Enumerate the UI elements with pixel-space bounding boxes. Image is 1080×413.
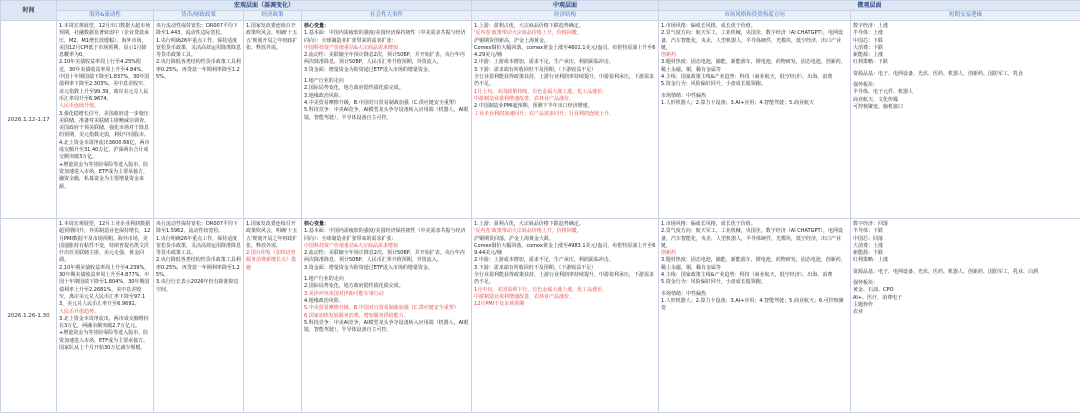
cell-text: 市场情绪：中性偏热	[661, 93, 848, 100]
cell-text: 数字经济：回落	[853, 221, 1078, 228]
cell-text: 中国芯：回落	[853, 236, 1078, 243]
cell-text: 1月中旬，美国盈利下行，有色金属大涨上涨，化工品涨价，	[474, 287, 656, 294]
monetary-cell	[154, 219, 244, 413]
cell-text: 半导体、电子元件、机器人	[853, 89, 1078, 96]
cell-text: 1.地产行业的走向	[304, 276, 469, 283]
cell-text: 3.北上资金本周净流出，两市成交额维持在3万亿，两融余额突破2.7万亿元。	[59, 316, 151, 331]
overseas-cell	[57, 219, 154, 413]
economic-structure-cell	[472, 219, 659, 413]
short-term-logic-cell	[851, 21, 1080, 219]
cell-text: 1.市场风格：偏成长风格，成长优于价值。	[661, 23, 848, 30]
cell-text: 沪铜期货创新高，沪金上海黄金。	[474, 38, 656, 45]
cell-text: 4.中美贸易摩擦升级，B.中国对日贸易制裁加强（C.供应链安全重塑）	[304, 100, 469, 107]
cell-text: 主题炒作	[853, 302, 1078, 309]
cell-text: 2.10年期美债收益率周上升至4.239%，30年期美债收益率周上升至4.877%，中国十年期国债下降至1.804%，30年期国债利率上升至2.2681%，美中息差收窄，离岸美元兑人民币汇率下降至97.13，美元兑人民币汇率升至6.9691，	[59, 265, 151, 309]
cell-text: 2.国际局势变化，地方政府隐性债化债完成。	[304, 283, 469, 290]
row-date: 2026.1.12-1.17	[1, 21, 57, 219]
cell-text: 数字经济：上涨	[853, 23, 1078, 30]
cell-text: 红利策略：下跌	[853, 59, 1078, 66]
cell-text: 央行流动性保持宽松：DR007平均下降至1.443，流动性边际宽松。	[156, 23, 241, 38]
cell-text: 3.强化稳增长信号，美国政府进一步施压美联储，准备对美联储主席鲍威尔调查。美国政府干预美联储，强化市场对于降息的预期，美元指数走弱，利好中国股市。	[59, 111, 151, 140]
cell-text: 3.资金面：增量资金为险资通过ETF进入市场的增量资金。	[304, 67, 469, 74]
cell-text: AI+、医疗、消费电子	[853, 295, 1078, 302]
monetary-cell	[154, 21, 244, 219]
market-style-cell	[659, 219, 851, 413]
cell-text: 资源品基：电子、电网设备、光伏、医药、机器人、创新药、国防军工，乳业	[853, 71, 1078, 78]
economic-policy-cell	[244, 21, 302, 219]
subheader-economic-structure: 经济结构	[472, 11, 659, 21]
cell-text: 2.国办印发《加快培育服务消费新增长点》措施	[246, 250, 299, 272]
cell-text: '反内卷'政策带动大宗商品价格上升，价格回暖。	[474, 228, 656, 235]
cell-text: 全行业盈利能获得政策扶持，上游行业利润率持续提升，中游盈利承压，下游需求仍不足。	[474, 74, 656, 89]
cell-text: 创新药	[661, 250, 848, 257]
cell-text: 3.资金面：增量资金为险资通过ETF进入市场的增量资金。	[304, 265, 469, 272]
cell-text: 3.央行行长表示2026年仍有降准降息空间。	[156, 279, 241, 294]
cell-text: 4.主线：国家政策主线&产业趋势：科技（商业航天，低空经济）、出海、消费	[661, 272, 848, 279]
cell-text: 4.主线：国家政策主线&产业趋势：科技（商业航天，低空经济）、出海、消费	[661, 74, 848, 81]
cell-text: 2.中游：上游成本增加，需求不足，生产承压，利润面临冲击。	[474, 257, 656, 264]
cell-text: 强势板块：	[853, 82, 1078, 89]
cell-text: 新能源：上涨	[853, 52, 1078, 59]
macro-header: 宏观层面（基调变化）	[57, 1, 472, 11]
cell-text: 半导体：下跌	[853, 228, 1078, 235]
cell-text: 1.上游：盈利占优，大宗商品价格下跌趋势确定。	[474, 221, 656, 228]
cell-text: 1.地产行业的走向	[304, 78, 469, 85]
cell-text: +增量资金为等待险零险等进入股市，险资加速进入市场，ETF成为主要承接方。国家队从上个月开始30万亿减少规模。	[59, 330, 151, 352]
cell-text: 1.市场风格：偏成长风格，成长优于价值。	[661, 221, 848, 228]
cell-text: 3.地缘政治风险。	[304, 93, 469, 100]
cell-text: 沪铜期货回落，沪金上海黄金大跌。	[474, 236, 656, 243]
cell-text: 1.央行明确26年重点工作，保持适度宽松货币政策，灵活高效运用降准降息等货币政策工具。	[156, 236, 241, 258]
cell-text: 2.景气度方向：航天军工，工业机械，央国企，数字经济（AI CHATGPT），电网设备，汽车智能化，央企，人型机器人，半导体硬件，光模块，低空经济，出口产业链，	[661, 228, 848, 250]
overseas-cell	[57, 21, 154, 219]
economic-structure-cell	[472, 21, 659, 219]
cell-text: 3.题材热度：固态电池，储能，新能源车，锂电池，药物研发，固态电池，创新药，稀土永磁，铜，稀有金属等	[661, 59, 848, 74]
cell-text: 2.国际局势变化，地方政府隐性债化债完成。	[304, 85, 469, 92]
cell-text: 中国科技资产价值重估&大宗商品需求增加	[304, 243, 469, 250]
cell-text: Comex铜价大幅回落，comex黄金上涨至4983.1美元/盎司，布伦特原油上升至69.44美元/桶	[474, 243, 656, 258]
cell-text: 工业企业利润加速回升，农产品需求回升，行业利润连续上升。	[474, 111, 656, 118]
subheader-social-events: 社会性大事件	[302, 11, 472, 21]
time-header: 时间	[1, 1, 57, 21]
cell-text: 中游制造业盈利增速改善，农林业产品涨价。	[474, 294, 656, 301]
cell-text: '反内卷'政策带动大宗商品价格上升，价格回暖。	[474, 30, 656, 37]
cell-text: 大消费：上涨	[853, 243, 1078, 250]
cell-text: 资源品基：电子、电网设备、光伏、医药、机器人、创新药、国防军工，乳业、白酒	[853, 269, 1078, 276]
cell-text: 2.央行降低各类结构性货币政策工具利率0.25%，再贷款一年期利率降至1.25%。	[156, 59, 241, 81]
cell-text: 红利策略：上涨	[853, 257, 1078, 264]
cell-text: Comex铜价大幅回落，comex黄金上涨至4601.1美元/盎司，布伦特原油上升至64.29美元/桶	[474, 45, 656, 60]
cell-text: 中游制造业盈利增速改善，农林业产品涨价。	[474, 96, 656, 103]
cell-text: 商业航天、文化传媒	[853, 97, 1078, 104]
cell-text: 5.资金行为：风险偏好回升，小盘成长股领跑。	[661, 279, 848, 286]
cell-text: 核心变量：	[304, 23, 469, 30]
social-events-cell	[302, 219, 472, 413]
meso-header: 中观层面	[472, 1, 659, 11]
row-date: 2026.1.26-1.30	[1, 219, 57, 413]
cell-text: 1.国家发改委连续召开政策吹风会，明确'十五五'规划开局之年财政扩张，释放外需。	[246, 221, 299, 250]
cell-text: 1.国家发改委连续召开政策吹风会，明确'十五五'规划开局之年财政扩张，释放外需。	[246, 23, 299, 52]
cell-text: 4.地缘政治风险。	[304, 298, 469, 305]
cell-text: 央行流动性保持宽松：DR007平均下降至1.5962，流动性较宽松。	[156, 221, 241, 236]
cell-text: 全行业盈利能获得政策扶持，上游行业利润率持续提升，中游盈利承压，下游需求仍不足。	[474, 272, 656, 287]
cell-text: 2.景气度方向：航天军工，工业机械，央国企，数字经济（AI CHATGPT），电网设备，汽车智能化，央企，人型机器人，半导体硬件，光模块，低空经济，出口产业链，	[661, 30, 848, 52]
cell-text: 6.国家加快发展服务消费，增加服务供给能力。	[304, 313, 469, 320]
cell-text: 2.流动性：美联储全年预计降息2次，预计50BP，并开始扩表。央行年内两次降准降息，预计50BP，人民币汇率升值预期，外资流入。	[304, 250, 469, 265]
cell-text: 大消费：下跌	[853, 45, 1078, 52]
cell-text: 5.科技竞争：中美AI竞争，AI模型龙头争夺设备转入应用端（机器人，AI眼镜，智能驾驶），半导体设备自主可控。	[304, 107, 469, 122]
cell-text: 1.基本面：中国内需疲软的强度/美国经济保持韧性（中美需求共振与经济同向）：全球制造业扩张带来的需求扩张：	[304, 30, 469, 45]
cell-text: 1.基本面：中国内需疲软的强度/美国经济保持韧性（中美需求共振与经济同向）：全球制造业扩张带来的需求扩张：	[304, 228, 469, 243]
cell-text: 人民币升值趋势。	[59, 309, 151, 316]
cell-text: 半导体：上涨	[853, 30, 1078, 37]
cell-text: 黄金、石油、CPO	[853, 287, 1078, 294]
cell-text: 12月PMI不及市场预期	[474, 301, 656, 308]
cell-text: 2.中游：上游成本增加，需求不足，生产承压，利润面临冲击。	[474, 59, 656, 66]
market-style-cell	[659, 21, 851, 219]
cell-text: 2.中国制造业PMI超预期，预测下半年出口经济增速。	[474, 103, 656, 110]
cell-text: 1月上旬，美国政策持续，有色金属大涨上涨，化工品涨价，	[474, 89, 656, 96]
cell-text: 1.本周宏观展望，12月出口数据大超市场预期，社融数据显著转弱中（企业贷款承压，M2、M1增长放缓幅）。海外市场，美国12月CPI低于市场预期，显示1月降息概率为0。	[59, 23, 151, 59]
cell-text: 人民币连续升值。	[59, 103, 151, 110]
cell-text: 创新药	[661, 52, 848, 59]
cell-text: 3.美伊冲突美国对伊朗可能军事行动	[304, 291, 469, 298]
cell-text: 1.本周宏观展望，12月工业企业利润数据超预期回升，外需制造业也保持增长，12月PMI数据不及市场预期。海外市场，美国通胀持有粘性不变，特朗普提名凯文沃什出任美联储主席，美元走强，黄金回调。	[59, 221, 151, 265]
subheader-economic-policy: 经济政策	[244, 11, 302, 21]
cell-text: 5.科技竞争：中美AI竞争，AI模型龙头争夺设备转入应用端（机器人，AI眼镜，智能驾驶），半导体设备自主可控。	[304, 320, 469, 335]
cell-text: 1.央行明确26年重点工作，保持适度宽松货币政策，灵活高效运用降准降息等货币政策工具。	[156, 38, 241, 60]
social-events-cell	[302, 21, 472, 219]
cell-text: 1.人形机器人；2.算力卡设备；3.AI+应用；4.智能驾驶；5.商业航天	[661, 100, 848, 107]
cell-text: 1.上游：盈利占优，大宗商品价格下跌趋势确定。	[474, 23, 656, 30]
cell-text: 核心变量：	[304, 221, 469, 228]
cell-text: 2.10年美债收益率周上行至4.25%附近，30年美债收益率周上升至4.84%，中国十年期国债下降至1.837%，30年国债利率下降至2.303%。美中息差收窄，美元指数上升至99.39，离岸美元兑人民币汇率周升至6.9674，	[59, 59, 151, 103]
subheader-short-term-logic: 短期交易逻辑	[851, 11, 1080, 21]
cell-text: 可控核聚变、脑机接口	[853, 104, 1078, 111]
header-row-top	[1, 1, 1080, 11]
cell-text: 2.流动性：美联储全年预计降息2次，预计50BP，并开始扩表。央行年内两次降准降息，预计50BP，人民币汇率升值预期，外资流入。	[304, 52, 469, 67]
subheader-monetary: 货币/财政政策	[154, 11, 244, 21]
table-row	[1, 219, 1080, 413]
cell-text: 市场情绪：中性偏热	[661, 291, 848, 298]
cell-text: 3.下游：需求端有所收回但不及预期。（下游收益不足）	[474, 265, 656, 272]
economic-policy-cell	[244, 219, 302, 413]
cell-text: 中国科技资产价值重估&大宗商品需求增加	[304, 45, 469, 52]
cell-text: 农业	[853, 309, 1078, 316]
subheader-market-style: 市场风格和投资热度方向	[659, 11, 851, 21]
micro-header: 微观层面	[659, 1, 1080, 11]
cell-text: 中国芯：下跌	[853, 38, 1078, 45]
cell-text: 5.资金行为：风险偏好回升，小盘成长股领跑。	[661, 81, 848, 88]
table-row	[1, 21, 1080, 219]
subheader-overseas: 海外&流动性	[57, 11, 154, 21]
cell-text: 2.央行降低各类结构性货币政策工具利率0.25%，再贷款一年期利率降至1.25%。	[156, 257, 241, 279]
cell-text: 3.题材热度：固态电池，储能，新能源车，锂电池，药物研发，固态电池，创新药，稀土永磁，铜，稀有金属等	[661, 257, 848, 272]
cell-text: 3.下游：需求端有所收回但不及预期。（下游收益不足）	[474, 67, 656, 74]
cell-text: +增量资金为等待险零险等进入股市，险资加速进入市场，ETF成为主要承接方，融资余额，私募资金为主要增量资金来源。	[59, 162, 151, 191]
cell-text: 5.中美贸易摩擦升级，B.中国对日贸易制裁加强（C.供应链安全重塑）	[304, 305, 469, 312]
cell-text: 1.人形机器人；2.算力卡设备；3.AI+应用；4.智能驾驶；5.商业航天；6.可控核聚变	[661, 298, 848, 313]
cell-text: 新能源：下跌	[853, 250, 1078, 257]
short-term-logic-cell	[851, 219, 1080, 413]
cell-text: 强势板块：	[853, 280, 1078, 287]
cell-text: 4.北上资金本周净流出3600.66亿，两市成交额升至31.40万亿，沪深两市合计成交额突破3万亿。	[59, 140, 151, 162]
header-row-sub	[1, 11, 1080, 21]
